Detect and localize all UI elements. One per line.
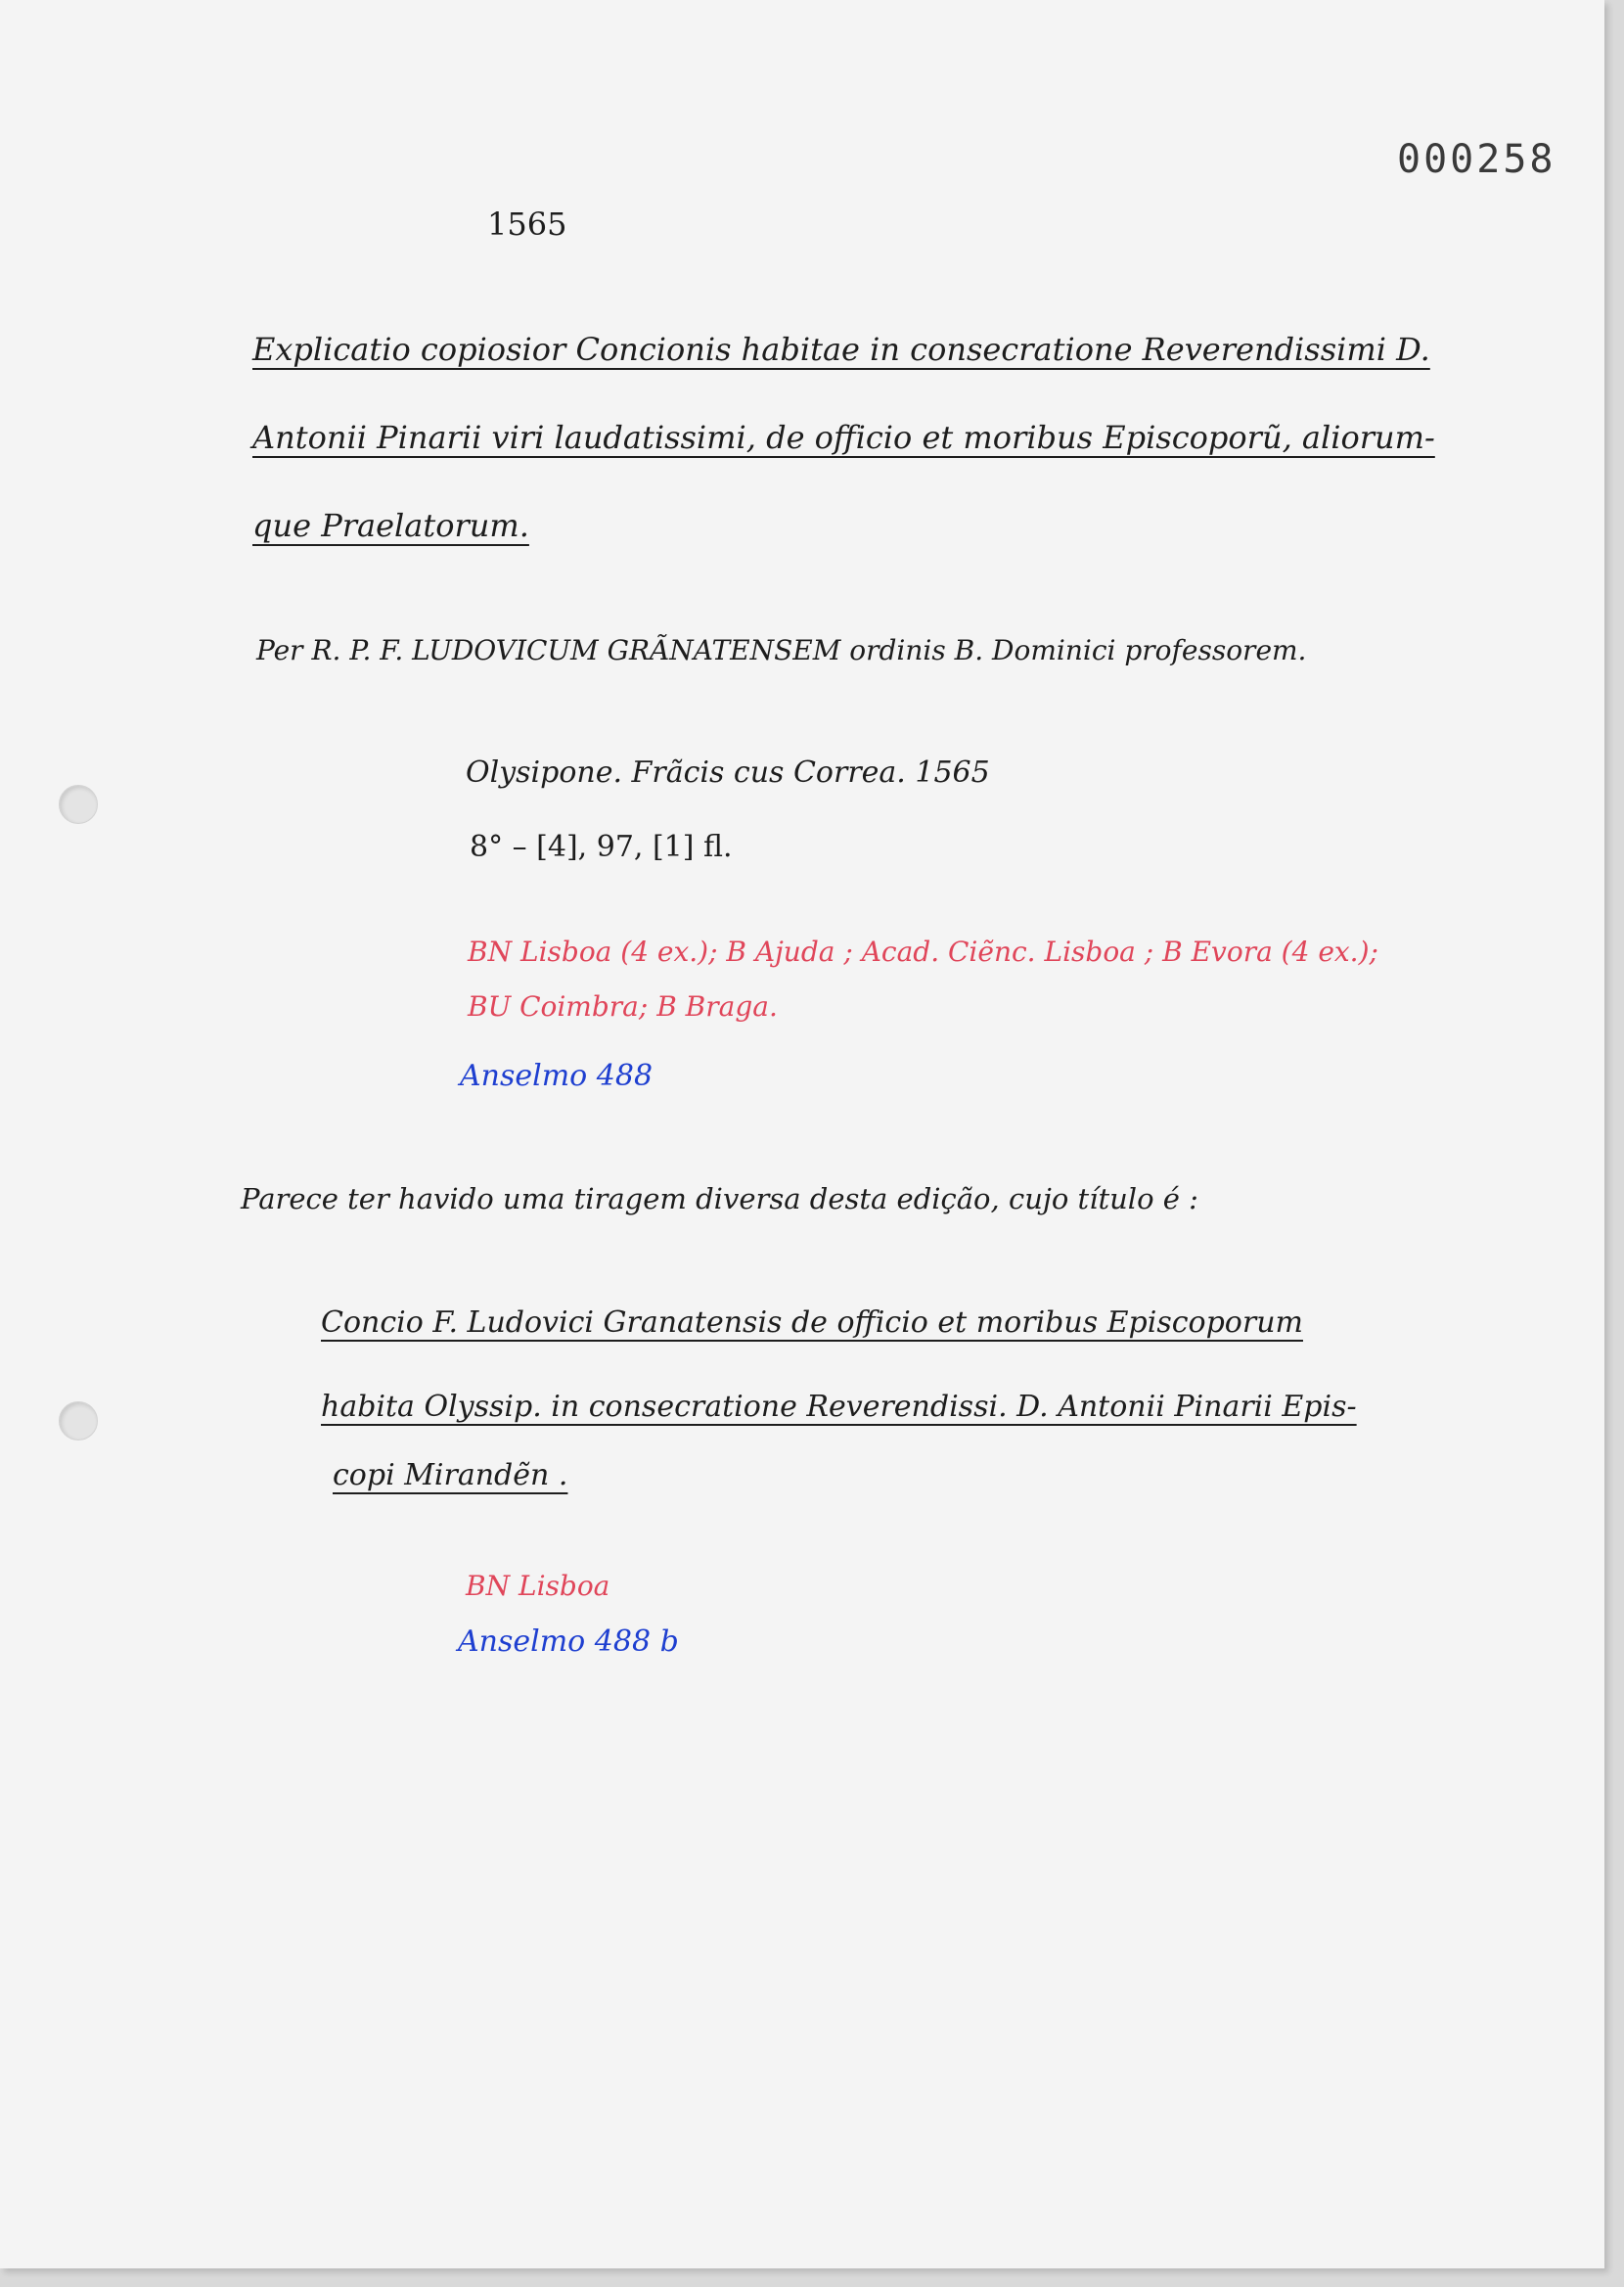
title-line: Antonii Pinarii viri laudatissimi, de officio et moribus Episcoporũ, aliorum- [252,419,1435,456]
variant-holdings-line: BN Lisboa [466,1570,610,1602]
variant-title-line: habita Olyssip. in consecratione Reverendissi. D. Antonii Pinarii Epis- [321,1390,1357,1424]
title-line: Explicatio copiosior Concionis habitae in consecratione Reverendissimi D. [252,331,1430,368]
year-heading: 1565 [487,206,567,243]
punch-hole-top [59,785,98,824]
variant-reference-line: Anselmo 488 b [458,1624,679,1659]
punch-hole-bottom [59,1401,98,1441]
author-line: Per R. P. F. LUDOVICUM GRÃNATENSEM ordinis B. Dominici professorem. [256,634,1307,666]
variant-title-line: Concio F. Ludovici Granatensis de officio et moribus Episcoporum [321,1305,1303,1340]
variant-title-line: copi Mirandẽn . [333,1458,568,1492]
sheet-number-stamp: 000258 [1397,137,1556,182]
imprint-line: Olysipone. Frãcis cus Correa. 1565 [466,755,990,790]
reference-line: Anselmo 488 [460,1059,654,1093]
note-line: Parece ter havido uma tiragem diversa desta edição, cujo título é : [241,1182,1198,1215]
holdings-line: BN Lisboa (4 ex.); B Ajuda ; Acad. Ciẽnc. Lisboa ; B Evora (4 ex.); [468,936,1378,968]
collation-line: 8° – [4], 97, [1] fl. [470,830,733,864]
holdings-line: BU Coimbra; B Braga. [468,990,778,1023]
title-line: que Praelatorum. [252,507,529,544]
